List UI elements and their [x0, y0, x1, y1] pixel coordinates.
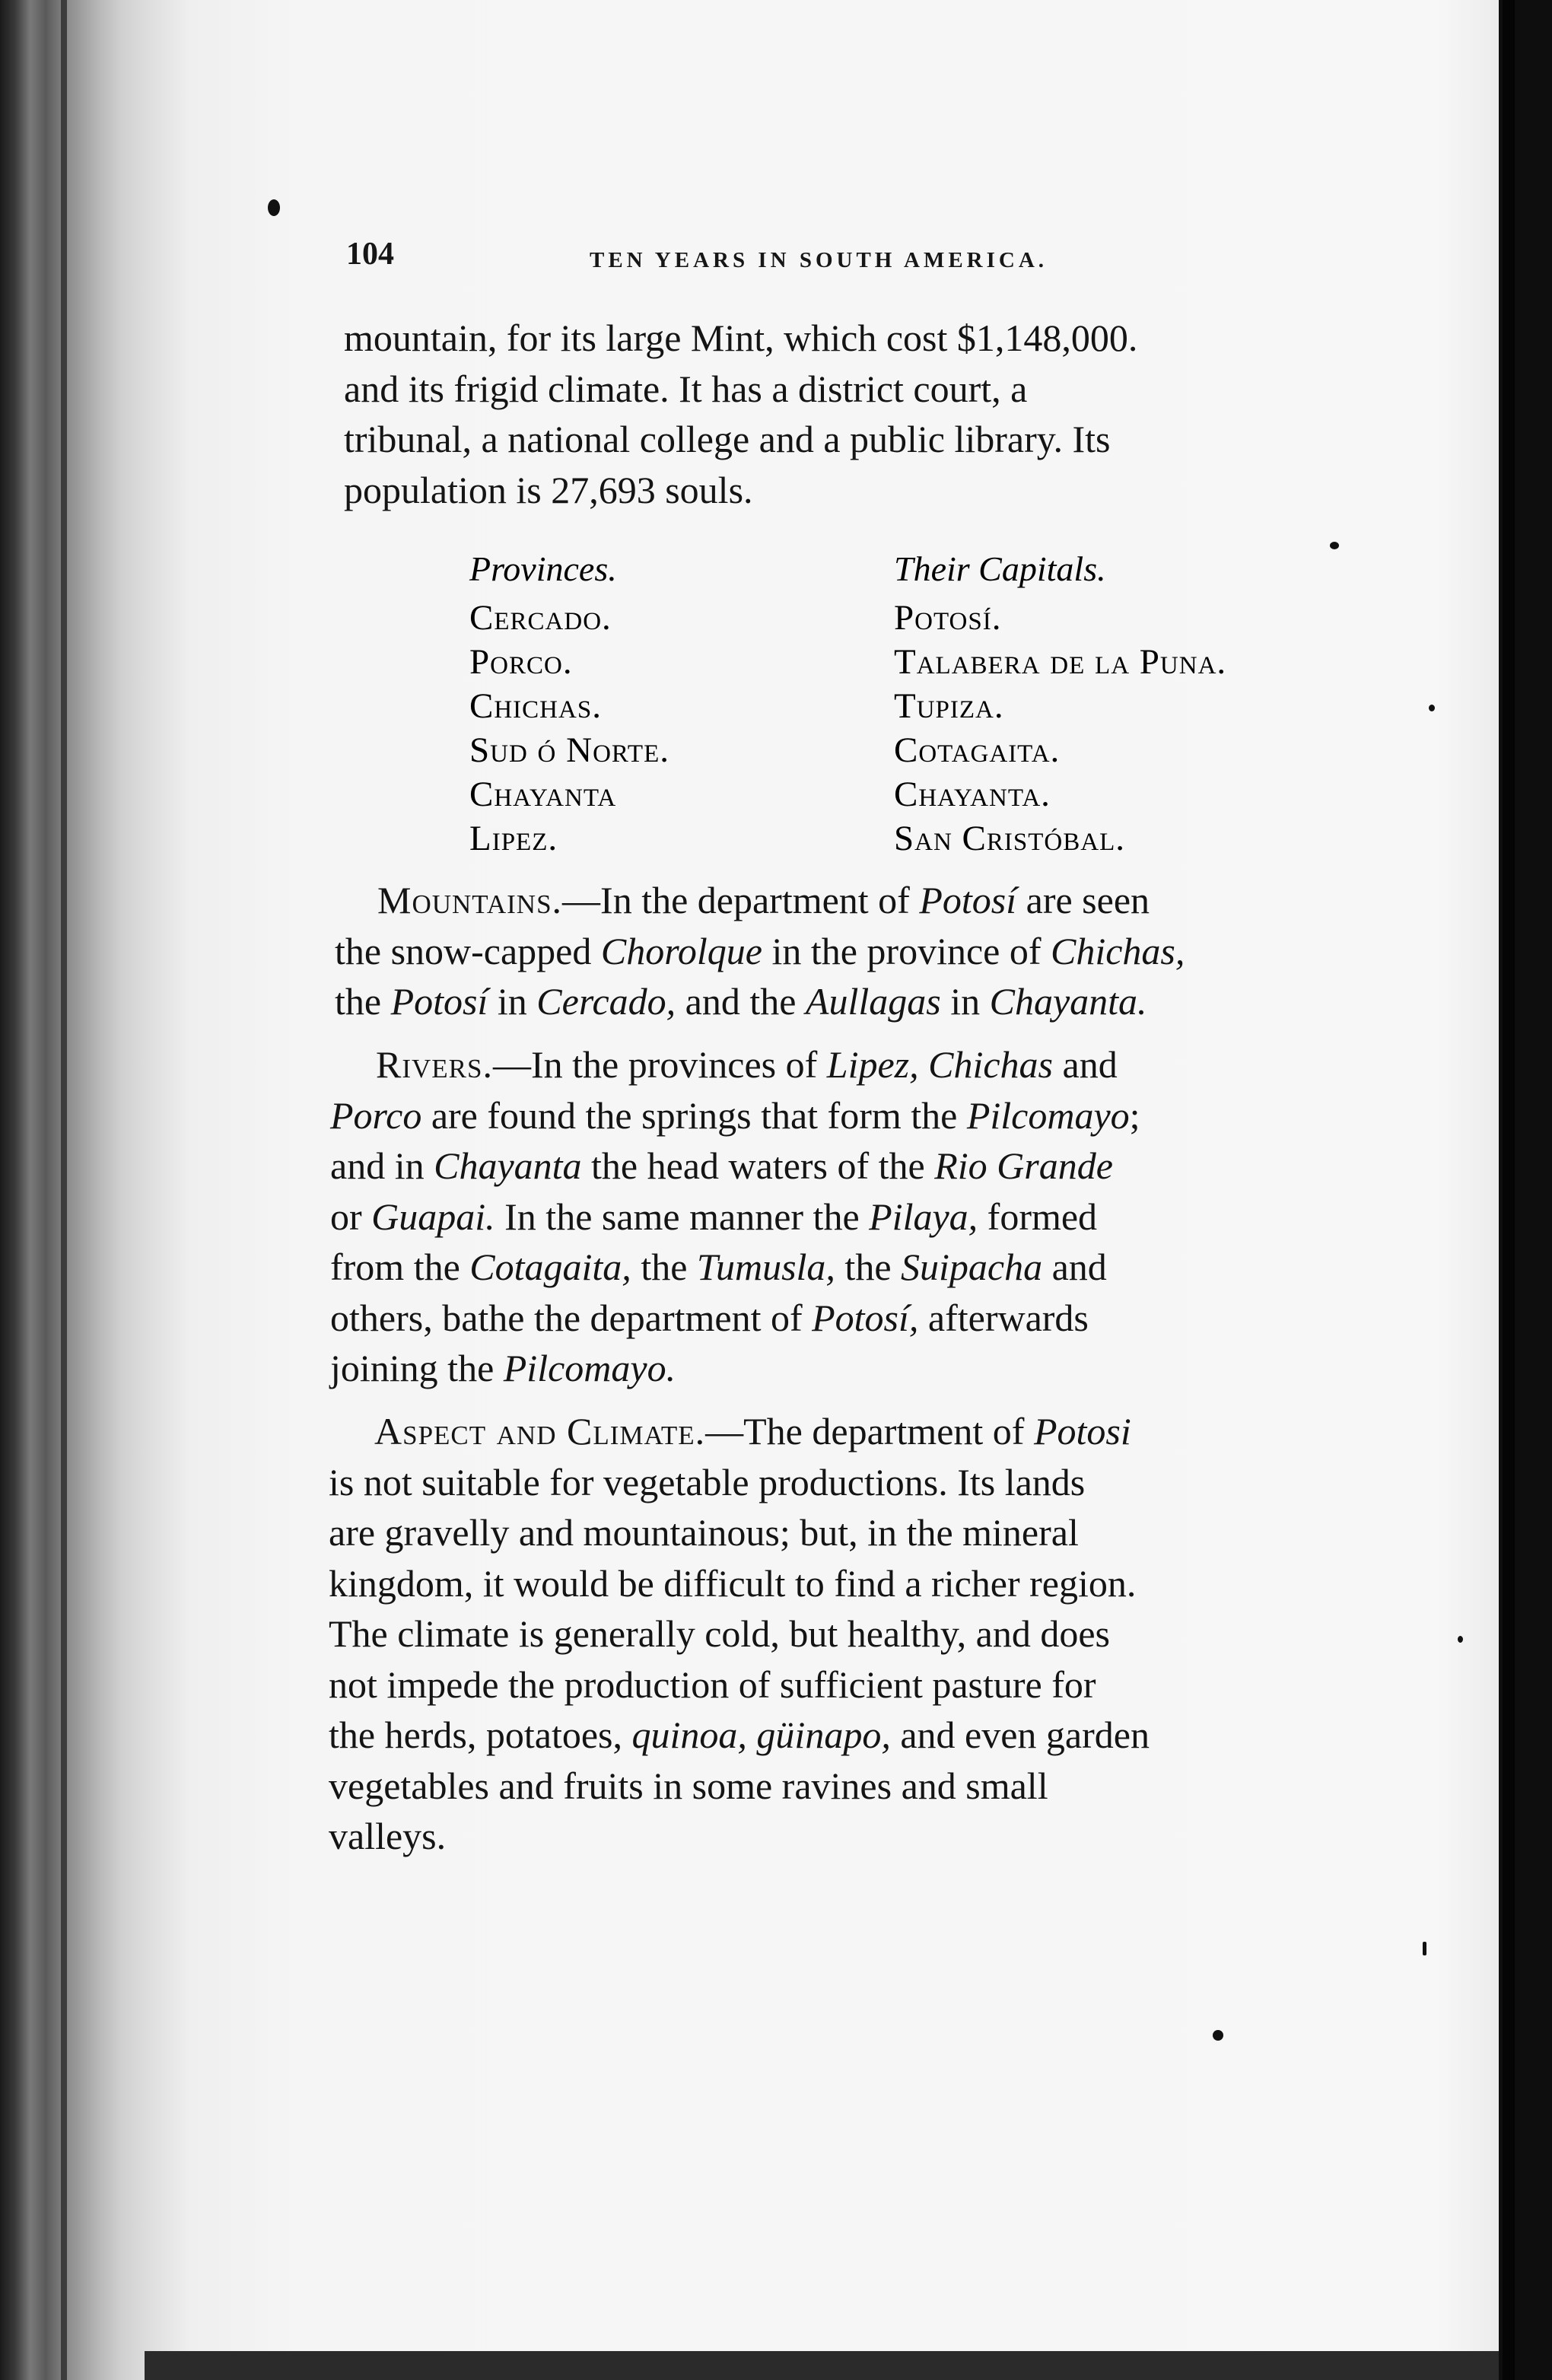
place-name: Potosí	[390, 980, 488, 1023]
book-spine-shadow	[0, 0, 145, 2380]
section-heading-rivers: Rivers.	[376, 1043, 493, 1086]
text-run: and even garden	[890, 1713, 1150, 1756]
text-run: or	[330, 1195, 372, 1238]
capital-cell: Potosí.	[894, 598, 1002, 638]
text-run: the	[835, 1246, 902, 1288]
text-line	[329, 1406, 1327, 1457]
place-name: Chayanta.	[989, 980, 1147, 1023]
text-line	[330, 1141, 1328, 1192]
crop-name: güinapo,	[756, 1713, 891, 1756]
text-run: afterwards	[918, 1296, 1089, 1339]
province-cell: Lipez.	[469, 819, 558, 858]
ink-speck	[1458, 1636, 1463, 1643]
ink-speck	[1429, 705, 1435, 711]
river-name: Cotagaita,	[469, 1246, 631, 1288]
capital-cell: Cotagaita.	[894, 730, 1061, 770]
text-run: joining the	[330, 1347, 504, 1389]
text-run: others, bathe the department of	[330, 1296, 813, 1339]
text-run: the	[335, 980, 391, 1023]
text-run: in the province of	[762, 929, 1051, 972]
running-title: TEN YEARS IN SOUTH AMERICA.	[590, 248, 1048, 272]
province-cell: Chayanta	[469, 775, 617, 814]
text-run: the snow-capped	[335, 929, 601, 972]
text-line	[330, 1343, 1328, 1394]
text-run: —In the department of	[562, 879, 920, 921]
text-line: and its frigid climate. It has a district court, a	[344, 367, 1028, 410]
capitals-column	[894, 546, 1366, 860]
paragraph-intro	[344, 313, 1342, 515]
paragraph-mountains	[335, 875, 1333, 1027]
place-name: Chichas,	[1051, 929, 1185, 972]
text-line	[330, 1090, 1328, 1141]
text-run: —The department of	[705, 1410, 1034, 1452]
text-line: The climate is generally cold, but healthy, and does	[329, 1612, 1110, 1655]
ink-speck	[1213, 2030, 1223, 2041]
text-run: and	[1042, 1246, 1107, 1288]
text-line: mountain, for its large Mint, which cost $1,148,000.	[344, 317, 1138, 359]
place-name: Chichas	[928, 1043, 1054, 1086]
text-line	[329, 1710, 1327, 1761]
page-number: 104	[346, 237, 394, 272]
capital-cell: Tupiza.	[894, 686, 1004, 726]
paragraph-rivers	[330, 1039, 1328, 1394]
place-name: Porco	[330, 1093, 422, 1137]
text-line: vegetables and fruits in some ravines and small	[329, 1764, 1048, 1807]
province-cell: Porco.	[469, 642, 573, 682]
text-line	[335, 926, 1333, 977]
capitals-header: Their Capitals.	[894, 549, 1106, 588]
river-name: Guapai.	[371, 1195, 495, 1238]
province-cell: Cercado.	[469, 598, 612, 638]
text-line	[330, 1039, 1328, 1090]
place-name: Chorolque	[600, 929, 762, 972]
text-run: and the	[676, 980, 806, 1023]
spine-edge-line	[61, 0, 67, 2380]
text-line: population is 27,693 souls.	[344, 468, 753, 511]
text-run: the head waters of the	[581, 1144, 935, 1187]
province-cell: Sud ó Norte.	[469, 730, 670, 770]
ink-speck	[1423, 1942, 1426, 1955]
text-run	[919, 1043, 929, 1086]
river-name: Rio Grande	[934, 1144, 1113, 1187]
text-run: formed	[978, 1195, 1098, 1238]
province-cell: Chichas.	[469, 686, 602, 726]
capital-cell: Talabera de la Puna.	[894, 642, 1227, 682]
text-run: in	[488, 980, 537, 1023]
text-run: are seen	[1016, 879, 1150, 921]
river-name: Pilcomayo.	[503, 1347, 676, 1389]
river-name: Pilcomayo	[966, 1093, 1130, 1137]
text-run: in	[940, 980, 990, 1023]
river-name: Pilaya,	[869, 1195, 978, 1238]
text-run: —In the provinces of	[492, 1043, 827, 1086]
text-run: the herds, potatoes,	[329, 1713, 632, 1756]
paragraph-aspect-climate	[329, 1406, 1327, 1862]
provinces-column	[469, 546, 895, 860]
text-line	[335, 875, 1333, 926]
text-run: the	[631, 1246, 697, 1288]
place-name: Chayanta	[434, 1144, 582, 1187]
page-bottom-shadow	[145, 2351, 1499, 2380]
text-run	[747, 1713, 757, 1756]
text-run: and	[1053, 1043, 1118, 1086]
running-head	[346, 236, 1335, 282]
place-name: Cercado,	[536, 980, 676, 1023]
text-run: are found the springs that form the	[421, 1093, 967, 1137]
section-heading-mountains: Mountains.	[377, 879, 563, 921]
text-line: are gravelly and mountainous; but, in the mineral	[329, 1511, 1079, 1554]
place-name: Potosi	[1033, 1410, 1131, 1452]
text-line	[330, 1192, 1328, 1242]
text-line: valleys.	[329, 1815, 447, 1857]
place-name: Aullagas	[805, 980, 941, 1023]
text-run: from the	[330, 1246, 470, 1288]
section-heading-aspect-climate: Aspect and Climate.	[374, 1410, 706, 1452]
text-run: ;	[1129, 1093, 1140, 1137]
page-right-edge	[1503, 0, 1515, 2380]
river-name: Tumusla,	[696, 1246, 835, 1288]
capital-cell: Chayanta.	[894, 775, 1051, 814]
crop-name: quinoa,	[631, 1713, 747, 1756]
text-line: kingdom, it would be difficult to find a richer region.	[329, 1561, 1137, 1605]
place-name: Lipez,	[826, 1043, 919, 1086]
text-run: In the same manner the	[495, 1195, 870, 1238]
text-line	[330, 1242, 1328, 1293]
river-name: Suipacha	[901, 1246, 1043, 1288]
text-line	[335, 976, 1333, 1027]
text-line: tribunal, a national college and a public library. Its	[344, 418, 1111, 460]
text-run: and in	[330, 1144, 434, 1187]
text-line: is not suitable for vegetable productions. Its lands	[329, 1460, 1086, 1503]
text-line: not impede the production of sufficient pasture for	[329, 1662, 1096, 1706]
text-line	[330, 1293, 1328, 1344]
capital-cell: San Cristóbal.	[894, 819, 1125, 858]
provinces-header: Provinces.	[469, 549, 617, 588]
place-name: Potosí,	[812, 1296, 919, 1339]
place-name: Potosí	[919, 879, 1017, 921]
ink-speck	[268, 199, 280, 216]
